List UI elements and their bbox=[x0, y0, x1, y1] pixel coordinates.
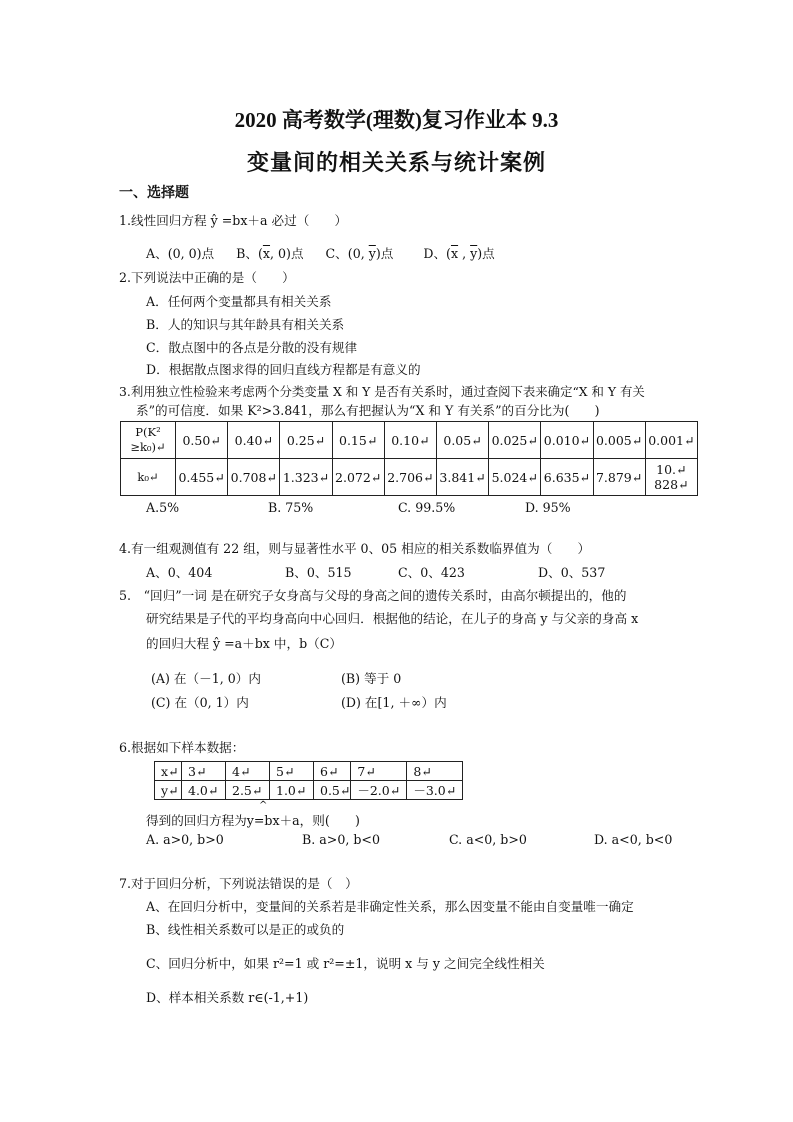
table-cell: 0.50↵ bbox=[176, 422, 228, 459]
table-cell: 3.841↵ bbox=[436, 459, 488, 496]
question-6-stem: 6.根据如下样本数据： bbox=[119, 740, 245, 755]
table-cell: 3↵ bbox=[182, 762, 226, 781]
table-cell: 2.072↵ bbox=[332, 459, 384, 496]
table-cell: 0.25↵ bbox=[280, 422, 332, 459]
table-cell: 0.5↵ bbox=[314, 781, 351, 800]
table-cell: 0.001↵ bbox=[645, 422, 697, 459]
section-heading: 一、选择题 bbox=[119, 185, 189, 201]
question-5-line-2: 研究结果是子代的平均身高向中心回归．根据他的结论，在儿子的身高 y 与父亲的身高 x bbox=[146, 611, 639, 626]
option-d: D、($\overline{x}$ , $\overline{y}$)点 bbox=[423, 246, 495, 261]
question-3-stem-line-1: 3.利用独立性检验来考虑两个分类变量 X 和 Y 是否有关系时，通过查阅下表来确定“X 和 Y 有关 bbox=[119, 384, 645, 399]
question-2-option-d: D．根据散点图求得的回归直线方程都是有意义的 bbox=[146, 362, 421, 377]
table-row bbox=[121, 422, 698, 459]
table-cell: 0.455↵ bbox=[176, 459, 228, 496]
question-5-option-a: (A) 在（－1, 0）内 bbox=[151, 671, 261, 686]
table-cell: 0.10↵ bbox=[384, 422, 436, 459]
question-6-line: 得到的回归方程为y=bx＋a，则( ) bbox=[146, 813, 360, 828]
table-cell: 6.635↵ bbox=[541, 459, 593, 496]
table-cell: 4↵ bbox=[226, 762, 270, 781]
table-header-cell: P(K² ≥k₀)↵ bbox=[121, 422, 176, 459]
table-cell: 8↵ bbox=[407, 762, 463, 781]
table-cell: 0.05↵ bbox=[436, 422, 488, 459]
question-6-option-a: A. a>0, b>0 bbox=[146, 832, 224, 847]
question-5-line-1: 5. “回归”一词 是在研究子女身高与父母的身高之间的遗传关系时，由高尔顿提出的，他的 bbox=[119, 588, 627, 603]
table-header-cell: y↵ bbox=[155, 781, 182, 800]
question-7-option-d: D、样本相关系数 r∈(-1,+1) bbox=[146, 990, 309, 1005]
question-6-option-c: C. a<0, b>0 bbox=[449, 832, 527, 847]
table-cell: 1.0↵ bbox=[270, 781, 314, 800]
table-cell: 2.706↵ bbox=[384, 459, 436, 496]
question-6-option-b: B. a>0, b<0 bbox=[302, 832, 380, 847]
document-title: 2020 高考数学(理数)复习作业本 9.3 bbox=[234, 108, 559, 132]
question-6-option-d: D. a<0, b<0 bbox=[594, 832, 673, 847]
question-2-stem: 2.下列说法中正确的是（ ） bbox=[119, 270, 295, 285]
table-cell: －2.0↵ bbox=[351, 781, 407, 800]
table-header-cell: k₀↵ bbox=[121, 459, 176, 496]
table-cell: －3.0↵ bbox=[407, 781, 463, 800]
question-5-option-c: (C) 在（0, 1）内 bbox=[151, 695, 249, 710]
question-5-line-3: 的回归大程 ŷ =a＋bx 中，b（C） bbox=[146, 636, 342, 651]
table-cell: 0.005↵ bbox=[593, 422, 645, 459]
option-b: B、($\overline{x}$, 0)点 bbox=[236, 246, 304, 261]
question-4-option-d: D、0、537 bbox=[538, 565, 606, 580]
question-7-option-c: C、回归分析中，如果 r²=1 或 r²=±1，说明 x 与 y 之间完全线性相关 bbox=[146, 956, 545, 971]
question-2-option-b: B．人的知识与其年龄具有相关关系 bbox=[146, 317, 345, 332]
question-3-stem-line-2: 系”的可信度．如果 K²>3.841，那么有把握认为“X 和 Y 有关系”的百分比为( ) bbox=[136, 403, 600, 418]
question-2-option-c: C．散点图中的各点是分散的没有规律 bbox=[146, 340, 358, 355]
table-cell: 2.5↵ bbox=[226, 781, 270, 800]
question-4-option-b: B、0、515 bbox=[285, 565, 352, 580]
question-4-option-a: A、0、404 bbox=[146, 565, 213, 580]
critical-value-table bbox=[120, 421, 698, 496]
table-header-cell: x↵ bbox=[155, 762, 182, 781]
table-cell: 0.15↵ bbox=[332, 422, 384, 459]
question-1-options bbox=[146, 246, 495, 262]
table-row bbox=[121, 459, 698, 496]
question-2-option-a: A．任何两个变量都具有相关关系 bbox=[146, 294, 332, 309]
question-5-option-d: (D) 在[1, ＋∞）内 bbox=[341, 695, 447, 710]
option-c: C、(0, $\overline{y}$)点 bbox=[325, 246, 394, 261]
table-cell: 6↵ bbox=[314, 762, 351, 781]
table-cell: 5↵ bbox=[270, 762, 314, 781]
table-cell: 7↵ bbox=[351, 762, 407, 781]
question-3-option-b: B. 75% bbox=[268, 500, 314, 515]
table-row bbox=[155, 762, 463, 781]
table-cell: 4.0↵ bbox=[182, 781, 226, 800]
question-3-option-a: A.5% bbox=[146, 500, 180, 515]
question-4-option-c: C、0、423 bbox=[398, 565, 465, 580]
table-cell: 10.↵ 828↵ bbox=[645, 459, 697, 496]
table-cell: 7.879↵ bbox=[593, 459, 645, 496]
question-7-option-a: A、在回归分析中，变量间的关系若是非确定性关系，那么因变量不能由自变量唯一确定 bbox=[146, 899, 634, 914]
question-3-option-c: C. 99.5% bbox=[398, 500, 456, 515]
question-7-option-b: B、线性相关系数可以是正的或负的 bbox=[146, 922, 345, 937]
question-7-stem: 7.对于回归分析，下列说法错误的是（ ） bbox=[119, 876, 358, 891]
table-cell: 0.025↵ bbox=[489, 422, 541, 459]
table-cell: 1.323↵ bbox=[280, 459, 332, 496]
question-4-stem: 4.有一组观测值有 22 组，则与显著性水平 0、05 相应的相关系数临界值为（ ） bbox=[119, 541, 591, 556]
table-cell: 5.024↵ bbox=[489, 459, 541, 496]
question-5-option-b: (B) 等于 0 bbox=[341, 671, 402, 686]
table-cell: 0.40↵ bbox=[228, 422, 280, 459]
table-cell: 0.708↵ bbox=[228, 459, 280, 496]
table-row bbox=[155, 781, 463, 800]
hat-mark: ^ bbox=[259, 800, 268, 811]
question-1-stem: 1.线性回归方程 ŷ =bx＋a 必过（ ） bbox=[119, 213, 348, 228]
document-subtitle: 变量间的相关关系与统计案例 bbox=[246, 150, 546, 175]
table-cell: 0.010↵ bbox=[541, 422, 593, 459]
question-3-option-d: D. 95% bbox=[525, 500, 571, 515]
option-a: A、(0, 0)点 bbox=[146, 246, 215, 261]
sample-data-table bbox=[154, 761, 463, 800]
